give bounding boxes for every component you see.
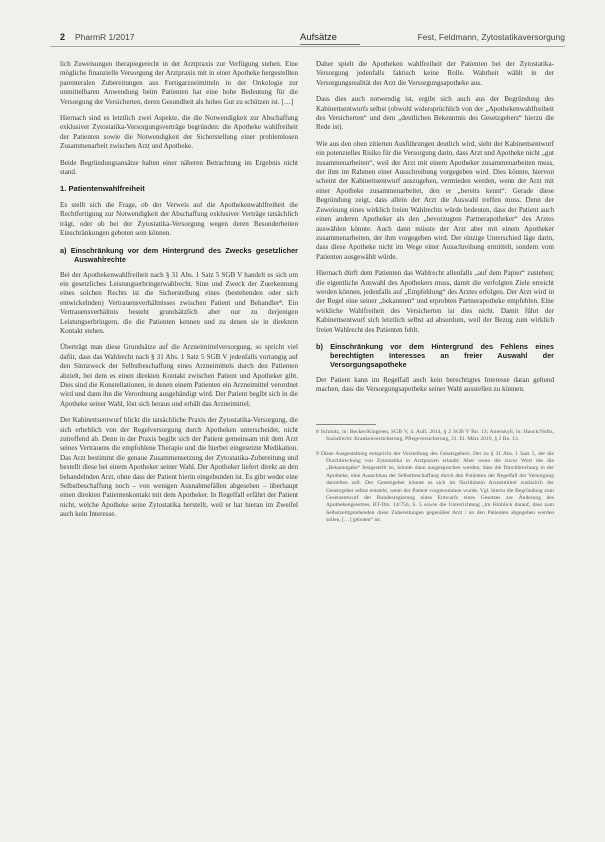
section-heading: 1. Patientenwahlfreiheit: [60, 184, 145, 194]
paragraph: Hiernach sind es letztlich zwei Aspekte, die die Notwendigkeit zur Abschaffung exklusiver Zytostatika-Versorgungsverträge begründen: die Apotheke wahlfreiheit der Patienten sowie die Notwendigkeit der Sicherstellung einer problemlosen Zusammenarbeit zwischen Arzt und Apotheke.: [60, 114, 298, 151]
footnote-spacer: [316, 402, 554, 416]
paragraph: Beide Begründungsansätze halten einer näheren Betrachtung im Ergebnis nicht stand.: [60, 158, 298, 177]
subsection-heading: b) Einschränkung vor dem Hintergrund des Fehlens eines berechtigten Interesses an freier Auswahl der Versorgungsapotheke: [316, 341, 554, 369]
journal-issue: PharmR 1/2017: [75, 32, 135, 42]
header-rule: [50, 46, 565, 47]
paragraph: Bei der Apothekenwahlfreiheit nach § 31 Abs. 1 Satz 5 SGB V handelt es sich um ein gesetzliches Leistungserbringerwahlrecht. Sinn und Zweck der Zuerkennung eines solchen Rechts ist die Sicherstellung eines (bestehenden oder sich entwickelnden) Vertrauensverhältnisses zwischen Patient und Behandler⁸. Ein Vertrauensverhältnis besteht grundsätzlich aber nur zu derjenigen Leistungserbringern, die die Patienten kennen und zu denen sie in direktem Kontakt stehen.: [60, 270, 298, 335]
footnote-rule: [316, 424, 376, 425]
section-title: Aufsätze: [300, 32, 337, 43]
paragraph: Der Patient kann im Regelfall auch kein berechtigtes Interesse daran geltend machen, dass die Versorgungsapotheke seiner Wahl ausstellen zu können.: [316, 375, 554, 394]
subsection-heading: a) Einschränkung vor dem Hintergrund des Zwecks gesetzlicher Auswahlrechte: [60, 245, 298, 264]
section-underline: [300, 44, 360, 45]
right-column: [316, 60, 554, 532]
paragraph: Es stellt sich die Frage, ob der Verweis auf die Apothekenwahlfreiheit die Rechtfertigung zur Notwendigkeit der Abschaffung exklusiver Verträge tatsächlich trägt, oder ob bei der Zytostatika-Versorgung wegen deren Besonderheiten Einschränkungen geboten sein können.: [60, 200, 298, 238]
paragraph: lich Zuweisungen therapiegerecht in der Arztpraxis zur Verfügung stehen. Eine mögliche finanzielle Versorgung der Arztpraxis mit in einer Apotheke hergestellten parenteralen Zubereitungen aus Fertigarzneimitteln in der Onkologie zur unmittelbaren Anwendung beim Patienten hat eine hohe Bedeutung für die Versorgung der Versicherten, deren Gesundheit als hohes Gut zu schützen ist. […]: [60, 60, 298, 106]
paragraph: Überträgt man diese Grundsätze auf die Arzneimittelversorgung, so spricht viel dafür, dass das Wahlrecht nach § 31 Abs. 1 Satz 5 SGB V jedenfalls vorrangig auf den Sinnzweck der Selbstbeschaffung eines Arzneimittels durch den Patienten abzielt, bei dem es einen direkten Kontakt zwischen Patient und Apotheker gibt. Dies sind die Konstellationen, in denen einem Patienten ein Arzneimittel verordnet wird und dann ihn die Verordnung ausgehändigt wird. Der Patient begibt sich in die Apotheke seiner Wahl, löst sich heraus und erhält das Arzneimittel.: [60, 343, 298, 408]
paragraph: Hiernach dürft dem Patienten das Wahlrecht allenfalls „auf dem Papier“ zustehen; die eigentliche Auswahl des Apothekers muss, damit die verfolgten Ziele erreicht werden können, jedenfalls auf „Empfehlung“ des Arztes erfolgen. Der Arzt wird in der Regel eine seiner „bekannten“ und erprobten Partnerapotheke empfehlen. Eine wirkliche Wahlfreiheit des Versicherten ist dies nicht. Damit führt der Kabinettsentwurf sich letztlich selbst ad absurdum, weil der Bezug zum wirklich freien Wahlrecht des Patienten fehlt.: [316, 269, 554, 334]
running-title: Fest, Feldmann, Zytostatikaversorgung: [417, 32, 565, 42]
paragraph: Wie aus den oben zitierten Ausführungen deutlich wird, sieht der Kabinettsentwurf ein potenzielles Risiko für die Versorgung darin, dass Arzt und Apotheke nicht „gut zusammenarbeiten“, weil der Arzt mit einem Apotheker zusammenarbeiten muss, der ihm im Rahmen einer Ausschreibung vorgegeben wird. Dies könnte, hiervon scheint der Kabinettsentwurf auszugehen, vermieden werden, wenn der Arzt mit einer Apotheke zusammenarbeitet, den er „bereits kennt“. Gerade diese Begründung zeigt, dass allein der Arzt die Auswahl treffen muss. Denn der Zuweisung eines wirklich freien Wahlrechts würde bedeuten, dass der Patient auch einen anderen Apotheker als den „bevorzugten Partnerapotheker“ des Arztes auswählen könnte. Auch dann müsste der Arzt aber mit einem Apotheker zusammenarbeiten, der ihm vorgegeben wird. Der einzige Unterschied läge darin, dass diese Apotheke nicht im Wege einer Ausschreibung ermittelt, sondern vom Patienten ausgewählt würde.: [316, 139, 554, 261]
page-number: 2: [60, 32, 66, 42]
page-header: [50, 30, 565, 46]
footnote: 8 Schmitz, in: Becker/Kingreen, SGB V, 4. Aufl. 2014, § 2 SGB V Rn. 13; Ameiskyll, in: Hauck/Noftz, Sozialrecht: Krankenversicherung, Pflegeversicherung, 31. El. März 2016, § 2 Rn. 13.: [316, 428, 554, 443]
footnote: 9 Diese Ausgestaltung entspricht der Vorstellung des Gesetzgebers. Der zu § 31 Abs. 1 Satz 5, der die Durchbrechung von Zytostatika in Arztpraxen erlaubt: Aber wenn die zuvor Wort des die „Bekanntgabe“ festgestellt ist, könnte dann ausgesprochen werden, dass die Durchbrechung in der Apotheke, eine Ausschluss der Selbstbeschaffung durch den Patienten der Regelfall der Versorgung darstellen soll. Der Gesetzgeber könnte es sich im Nachhinein Arzneimittel zusätzlich der Gesetzgeber selbst entsteht, wenn der Patient vorgenommen wurde. Vgl. hierzu die Begründung zum Gesetzentwurf der Bundesregierung eines Entwurfs eines Gesetzes zur Änderung des Apothekengesetzes, BT-Drs. 14/756, S. 5 sowie die Unterrichtung „im Hinblick darauf, dass zum Selbstzeitigstehenden diese Zubereitungen gegenüber Arzt / an den Patienten abgegeben werden sollen, […] geboten“ ist.: [316, 450, 554, 524]
paragraph: Daher spielt die Apotheken wahlfreiheit der Patienten bei der Zytostatika-Versorgung jedenfalls faktisch keine Rolle. Wahrheit wählt in der Versorgungsrealität der Arzt die Versorgungsapotheke aus.: [316, 60, 554, 87]
left-column: [60, 60, 298, 527]
paragraph: Der Kabinettsentwurf blickt die tatsächliche Praxis der Zytostatika-Versorgung, die sich erheblich von der Regelversorgung durch Apotheken unterscheidet, nicht zutreffend ab. Denn in der Praxis begibt sich der Patient gemeinsam mit dem Arzt seines Vertrauens die empfohlene Therapie und die hierbei eingesetzte Medikation. Das Arzt bestimmt die genaue Zusammensetzung der Zytostatika-Zubereitung und bestellt diese bei einem Apotheker seiner Wahl. Der Apotheker liefert direkt an den behandelnden Arzt, ohne dass der Patient hierin eingebunden ist. Es gibt weder eine Selbstbeschaffung noch – von wenigen Ausnahmefällen abgesehen – überhaupt einen direkten Patientenkontakt mit dem Apotheker. In Regelfall erfährt der Patient nicht, welche Apotheke seine Zytostatika herstellt, weil er hat hieran im Zweifel auch kein Interesse.: [60, 416, 298, 519]
paragraph: Dass dies auch notwendig ist, ergibt sich auch aus der Begründung des Kabinettsentwurfs selbst (obwohl widersprüchlich von der „Apothekenwahlfreiheit des Versicherten“ und dem „deutlichen Bekenntnis des Gesetzgebers“ hierzu die Rede ist).: [316, 95, 554, 132]
